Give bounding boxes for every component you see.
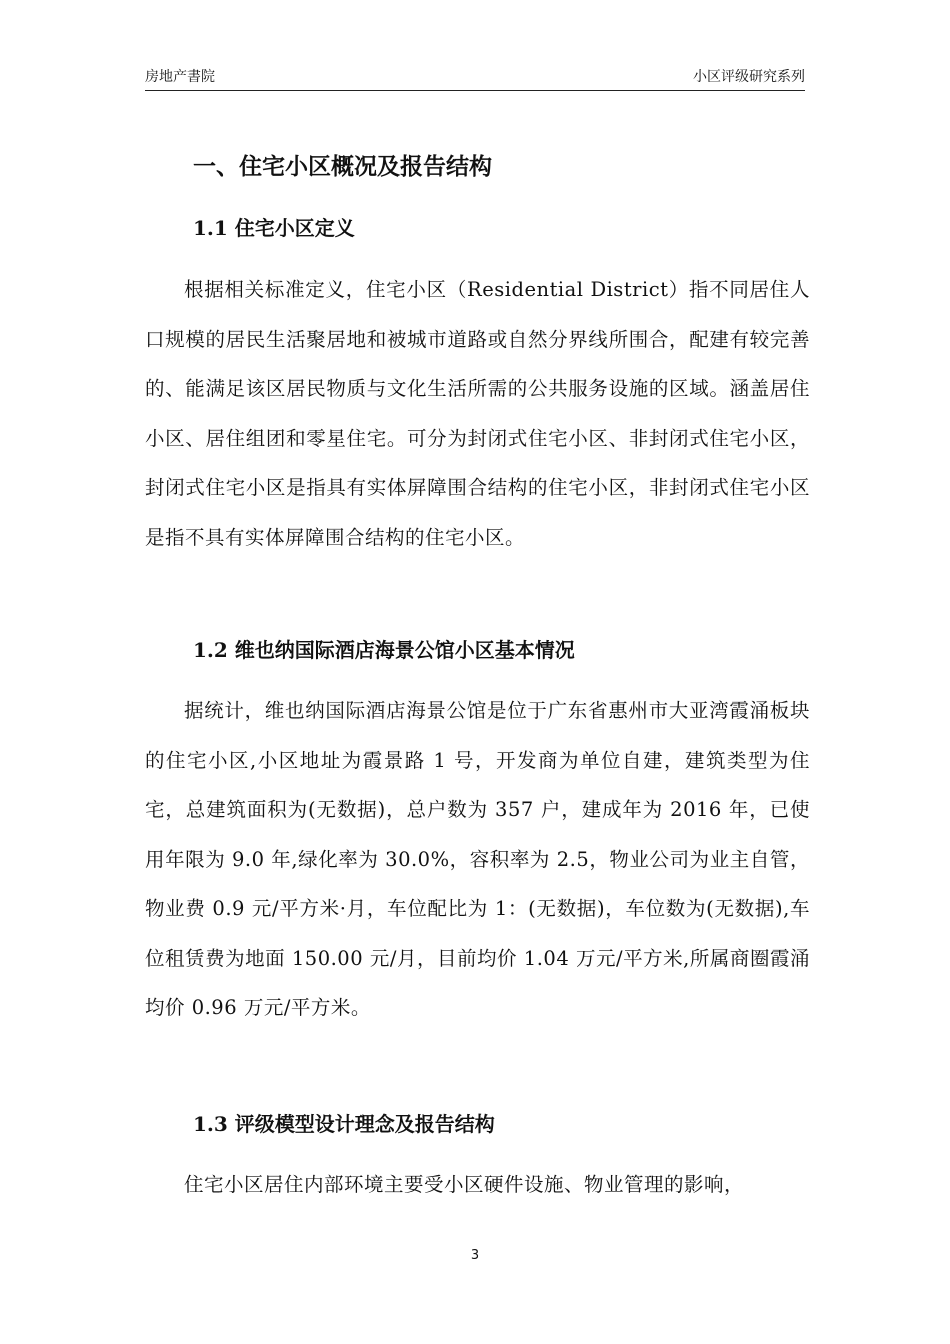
paragraph-1-1: 根据相关标准定义，住宅小区（Residential District）指不同居住人口规模的居民生活聚居地和被城市道路或自然分界线所围合，配建有较完善的、能满足该区居民物质与文化生活所需的公共服务设施的区域。涵盖居住小区、居住组团和零星住宅。可分为封闭式住宅小区、非封闭式住宅小区，封闭式住宅小区是指具有实体屏障围合结构的住宅小区，非封闭式住宅小区是指不具有实体屏障围合结构的住宅小区。 [145,278,810,549]
heading-1-3: 1.3 评级模型设计理念及报告结构 [193,1112,495,1136]
heading-1-1: 1.1 住宅小区定义 [193,216,355,240]
paragraph-1-2: 据统计，维也纳国际酒店海景公馆是位于广东省惠州市大亚湾霞涌板块的住宅小区,小区地址为霞景路 1 号，开发商为单位自建，建筑类型为住宅，总建筑面积为(无数据)，总户数为 357 户，建成年为 2016 年，已使用年限为 9.0 年,绿化率为 30.0%，容积率为 2.5，物业公司为业主自管，物业费 0.9 元/平方米·月，车位配比为 1：(无数据)，车位数为(无数据),车位租赁费为地面 150.00 元/月，目前均价 1.04 万元/平方米,所属商圈霞涌均价 0.96 万元/平方米。 [145,699,810,1019]
header-divider [145,90,805,91]
section-title: 一、住宅小区概况及报告结构 [193,153,492,180]
page-number: 3 [470,1248,480,1263]
header-publisher: 房地产書院 [145,69,215,85]
page-header [145,62,805,86]
heading-1-2: 1.2 维也纳国际酒店海景公馆小区基本情况 [193,638,575,662]
paragraph-1-3: 住宅小区居住内部环境主要受小区硬件设施、物业管理的影响， [184,1173,745,1196]
header-series-title: 小区评级研究系列 [693,69,805,85]
